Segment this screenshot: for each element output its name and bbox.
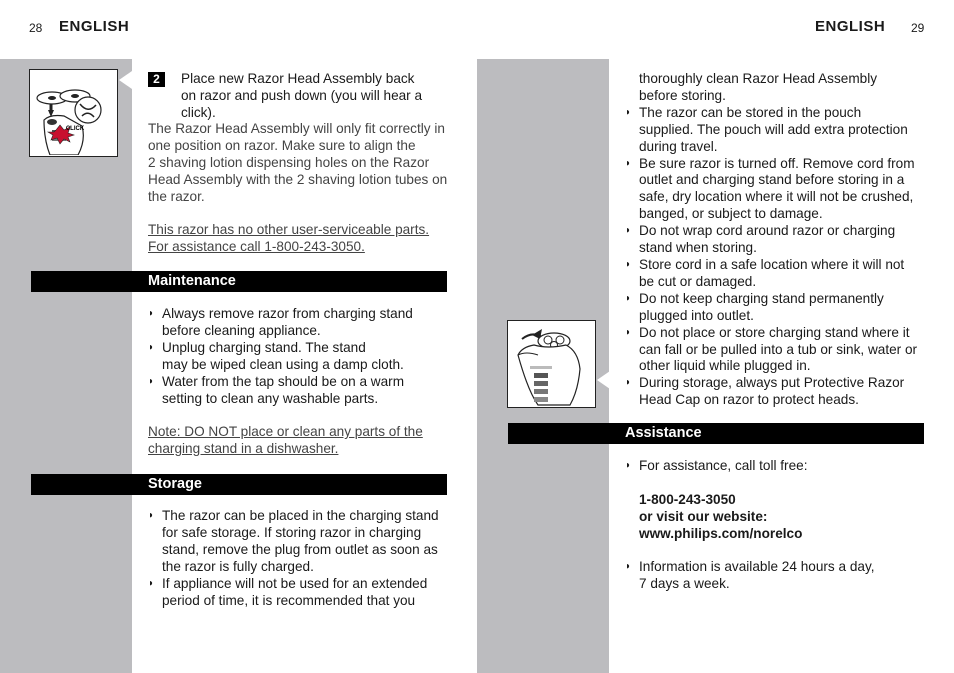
step-2-block: [148, 71, 448, 122]
service-note-line-1: This razor has no other user-serviceable parts.: [148, 222, 430, 237]
bullet-marker-icon: ◗: [148, 577, 155, 589]
left-figure-pointer: [119, 71, 132, 89]
bullet-marker-icon: ◗: [625, 157, 632, 169]
right-figure-pointer: [597, 371, 610, 389]
storage-heading: Storage: [31, 474, 447, 495]
continued-text: [625, 71, 930, 105]
bullet-line: period of time, it is recommended that you: [162, 592, 416, 608]
fit-note-line-2: one position on razor. Make sure to align the: [148, 137, 416, 153]
razor-cap-illustration: [508, 321, 594, 406]
storage-bullet: [625, 223, 930, 257]
step-line-2: on razor and push down (you will hear a: [181, 87, 423, 103]
bullet-line: before cleaning appliance.: [162, 322, 321, 338]
bullet-line: Be sure razor is turned off. Remove cord from: [639, 155, 915, 171]
bullet-line: safe, dry location where it will not be crushed,: [639, 189, 914, 205]
bullet-marker-icon: ◗: [625, 225, 632, 237]
maintenance-list: [148, 306, 448, 407]
bullet-line: Do not keep charging stand permanently: [639, 290, 884, 306]
maintenance-bullet: [148, 374, 448, 408]
bullet-line: the razor is fully charged.: [162, 558, 314, 574]
bullet-line: during travel.: [639, 138, 718, 154]
right-content: [625, 71, 930, 409]
storage-bullet: [625, 375, 930, 409]
bullet-line: Do not wrap cord around razor or charging: [639, 223, 896, 239]
bullet-marker-icon: ◗: [148, 341, 155, 353]
bullet-marker-icon: ◗: [148, 308, 155, 319]
storage-bullet: [625, 257, 930, 291]
bullet-line: may be wiped clean using a damp cloth.: [162, 356, 404, 372]
continued-line: before storing.: [639, 87, 726, 103]
fit-note-line-1: The Razor Head Assembly will only fit correctly in: [148, 121, 445, 136]
storage-bullet: [625, 156, 930, 224]
bullet-line: supplied. The pouch will add extra protection: [639, 121, 908, 137]
service-note: [148, 222, 448, 256]
storage-bullet: [625, 291, 930, 325]
storage-bullet: [625, 105, 930, 156]
bullet-marker-icon: ◗: [625, 258, 632, 270]
website-label: or visit our website:: [639, 508, 768, 524]
storage-list: [148, 508, 453, 609]
bullet-line: During storage, always put Protective Razor: [639, 375, 905, 391]
hours-line: 7 days a week.: [639, 576, 730, 592]
dishwasher-note: [148, 424, 448, 458]
service-note-line-2: For assistance call 1-800-243-3050.: [148, 238, 365, 254]
fit-note-line-3: 2 shaving lotion dispensing holes on the Razor: [148, 154, 430, 170]
bullet-line: plugged into outlet.: [639, 307, 754, 323]
storage-bullet: [148, 508, 453, 576]
step-line-1: Place new Razor Head Assembly back: [181, 71, 415, 86]
phone-number: 1-800-243-3050: [639, 491, 736, 507]
bullet-line: outlet and charging stand before storing in a: [639, 172, 905, 188]
website-url: www.philips.com/norelco: [639, 525, 803, 541]
bullet-line: Water from the tap should be on a warm: [162, 373, 405, 389]
bullet-line: stand when storing.: [639, 240, 757, 256]
fit-note-line-4: Head Assembly with the 2 shaving lotion tubes on: [148, 171, 448, 187]
bullet-marker-icon: ◗: [625, 377, 632, 389]
bullet-line: The razor can be placed in the charging stand: [162, 508, 439, 523]
razor-cap-figure: [507, 320, 596, 408]
bullet-line: banged, or subject to damage.: [639, 206, 823, 222]
fit-note-line-5: the razor.: [148, 188, 205, 204]
bullet-marker-icon: ◗: [625, 326, 632, 338]
storage-bullet: [625, 325, 930, 376]
bullet-line: If appliance will not be used for an extended: [162, 575, 428, 591]
right-language-header: ENGLISH: [815, 18, 886, 35]
assistance-intro: For assistance, call toll free:: [639, 458, 808, 473]
left-language-header: ENGLISH: [59, 18, 130, 35]
bullet-line: setting to clean any washable parts.: [162, 390, 379, 406]
razor-head-figure: [29, 69, 118, 157]
bullet-marker-icon: ◗: [148, 510, 155, 521]
storage-bullet: [148, 576, 453, 610]
left-page-number: 28: [29, 21, 43, 35]
step-number-badge: 2: [148, 72, 165, 87]
contact-block: [625, 492, 930, 543]
bullet-line: Unplug charging stand. The stand: [162, 339, 366, 355]
razor-click-illustration: [30, 70, 116, 155]
bullet-line: Store cord in a safe location where it will not: [639, 256, 905, 272]
hours-line: Information is available 24 hours a day,: [639, 559, 875, 575]
bullet-line: be cut or damaged.: [639, 273, 757, 289]
maintenance-bullet: [148, 306, 448, 340]
right-page-number: 29: [911, 21, 925, 35]
dishwasher-note-line-2: charging stand in a dishwasher.: [148, 440, 339, 456]
bullet-marker-icon: ◗: [148, 375, 155, 387]
bullet-line: The razor can be stored in the pouch: [639, 104, 862, 120]
bullet-line: other liquid while plugged in.: [639, 358, 811, 374]
maintenance-bullet: [148, 340, 448, 374]
bullet-line: Head Cap on razor to protect heads.: [639, 392, 859, 408]
bullet-line: Do not place or store charging stand where it: [639, 324, 910, 340]
bullet-line: can fall or be pulled into a tub or sink, water or: [639, 341, 918, 357]
assistance-content: [625, 458, 930, 593]
dishwasher-note-line-1: Note: DO NOT place or clean any parts of the: [148, 424, 423, 439]
step-line-3: click).: [181, 104, 216, 120]
maintenance-heading: Maintenance: [31, 271, 447, 292]
assistance-bullet: [625, 458, 930, 475]
bullet-marker-icon: ◗: [625, 106, 632, 118]
assistance-bullet: [625, 559, 930, 593]
bullet-line: for safe storage. If storing razor in charging: [162, 524, 422, 540]
continued-line: thoroughly clean Razor Head Assembly: [639, 71, 878, 86]
fit-note: [148, 121, 453, 206]
click-label: CLICK: [65, 126, 85, 132]
bullet-line: stand, remove the plug from outlet as soon as: [162, 541, 438, 557]
bullet-marker-icon: ◗: [625, 460, 632, 471]
bullet-marker-icon: ◗: [625, 561, 632, 573]
bullet-marker-icon: ◗: [625, 292, 632, 304]
bullet-line: Always remove razor from charging stand: [162, 306, 413, 321]
assistance-heading: Assistance: [508, 423, 924, 444]
